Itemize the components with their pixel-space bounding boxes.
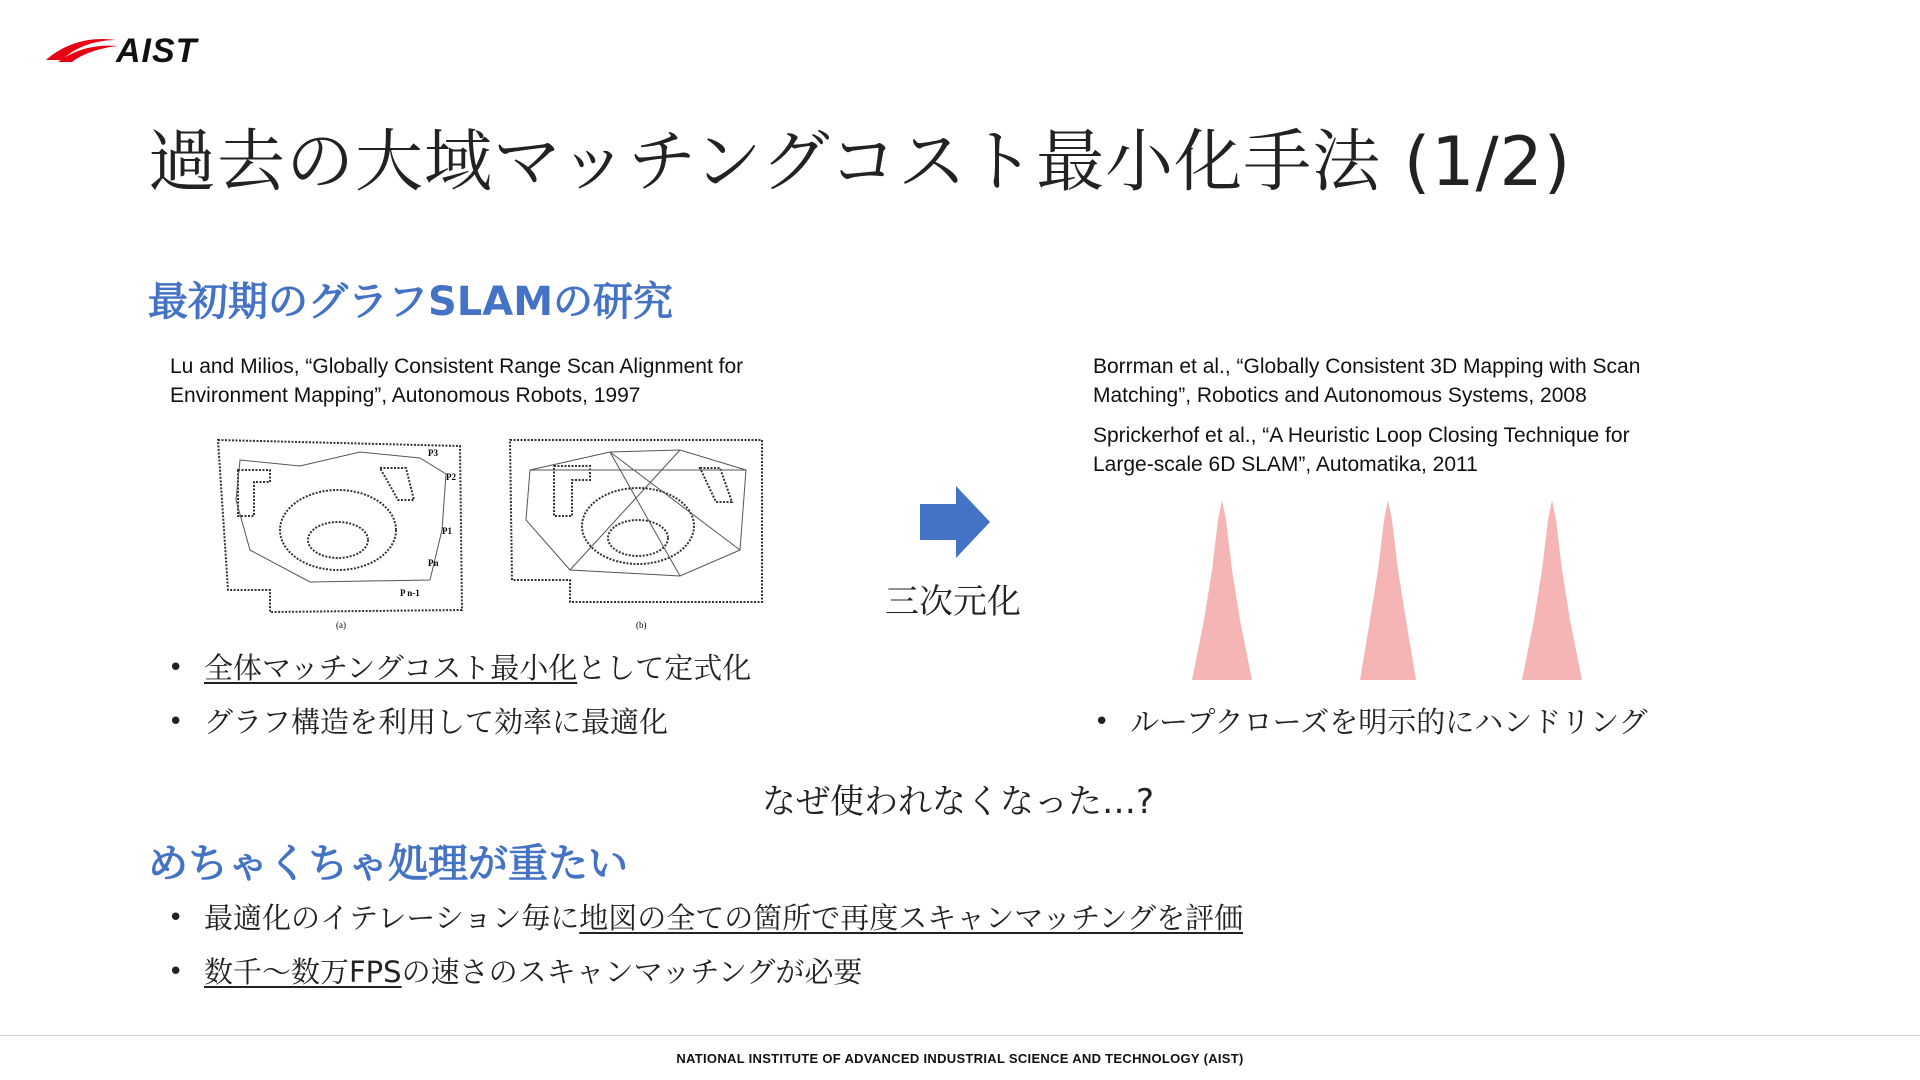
underlined-text: 地図の全ての箇所で再度スキャンマッチングを評価 (579, 901, 1244, 935)
reference-borrman (1093, 352, 1733, 410)
list-item (168, 641, 751, 695)
right-bullet-list (1094, 695, 1648, 749)
left-bullet-list (168, 641, 751, 749)
underlined-text: 数千～数万FPS (204, 955, 402, 989)
logo-text: AIST (116, 32, 198, 70)
bullet-text: として定式化 (577, 651, 752, 685)
footer-institute-name: NATIONAL INSTITUTE OF ADVANCED INDUSTRIAL SCIENCE AND TECHNOLOGY (AIST) (676, 1051, 1244, 1066)
section-heading-graph-slam: 最初期のグラフSLAMの研究 (148, 279, 674, 325)
figure-label-pn: Pn (428, 558, 439, 568)
figure-caption-b: (b) (636, 620, 647, 630)
reference-lu-milios (170, 352, 810, 410)
reference-line: Matching”, Robotics and Autonomous Systems, 2008 (1093, 384, 1587, 407)
right-arrow-icon (920, 486, 992, 558)
bullet-text: グラフ構造を利用して効率に最適化 (204, 705, 669, 739)
reference-sprickerhof (1093, 421, 1733, 479)
bottom-bullet-list (168, 891, 1243, 999)
figure-caption-a: (a) (336, 620, 346, 630)
point-cloud-figure (1180, 500, 1610, 690)
scan-alignment-figure (210, 430, 770, 630)
underlined-text: 全体マッチングコスト最小化 (204, 651, 578, 685)
figure-label-pn-1: P n-1 (400, 588, 420, 598)
figure-label-p1: P1 (442, 526, 452, 536)
figure-label-p2: P2 (446, 472, 456, 482)
arrow-label: 三次元化 (885, 582, 1021, 622)
list-item (168, 891, 1243, 945)
reference-line: Borrman et al., “Globally Consistent 3D Mapping with Scan (1093, 355, 1641, 378)
reference-line: Environment Mapping”, Autonomous Robots, 1997 (170, 384, 641, 407)
question-text: なぜ使われなくなった…? (762, 782, 1155, 822)
point-cloud-tower-3 (1522, 500, 1582, 680)
section-heading-heavy-processing: めちゃくちゃ処理が重たい (148, 841, 628, 887)
scan-map-a (218, 440, 462, 612)
point-cloud-tower-2 (1360, 500, 1416, 680)
aist-swoosh-icon (44, 30, 124, 70)
reference-line: Large-scale 6D SLAM”, Automatika, 2011 (1093, 453, 1478, 476)
bullet-text: 最適化のイテレーション毎に (204, 901, 580, 935)
aist-logo (44, 30, 224, 70)
reference-line: Lu and Milios, “Globally Consistent Range Scan Alignment for (170, 355, 744, 378)
list-item (168, 945, 1243, 999)
reference-line: Sprickerhof et al., “A Heuristic Loop Closing Technique for (1093, 424, 1630, 447)
footer-divider (0, 1035, 1920, 1036)
scan-map-b (510, 440, 762, 602)
bullet-text: ループクローズを明示的にハンドリング (1130, 705, 1648, 739)
point-cloud-tower-1 (1192, 500, 1252, 680)
figure-label-p3: P3 (428, 448, 438, 458)
bullet-text: の速さのスキャンマッチングが必要 (401, 955, 863, 989)
list-item (168, 695, 751, 749)
slide-title: 過去の大域マッチングコスト最小化手法 (1/2) (148, 123, 1572, 202)
list-item (1094, 695, 1648, 749)
